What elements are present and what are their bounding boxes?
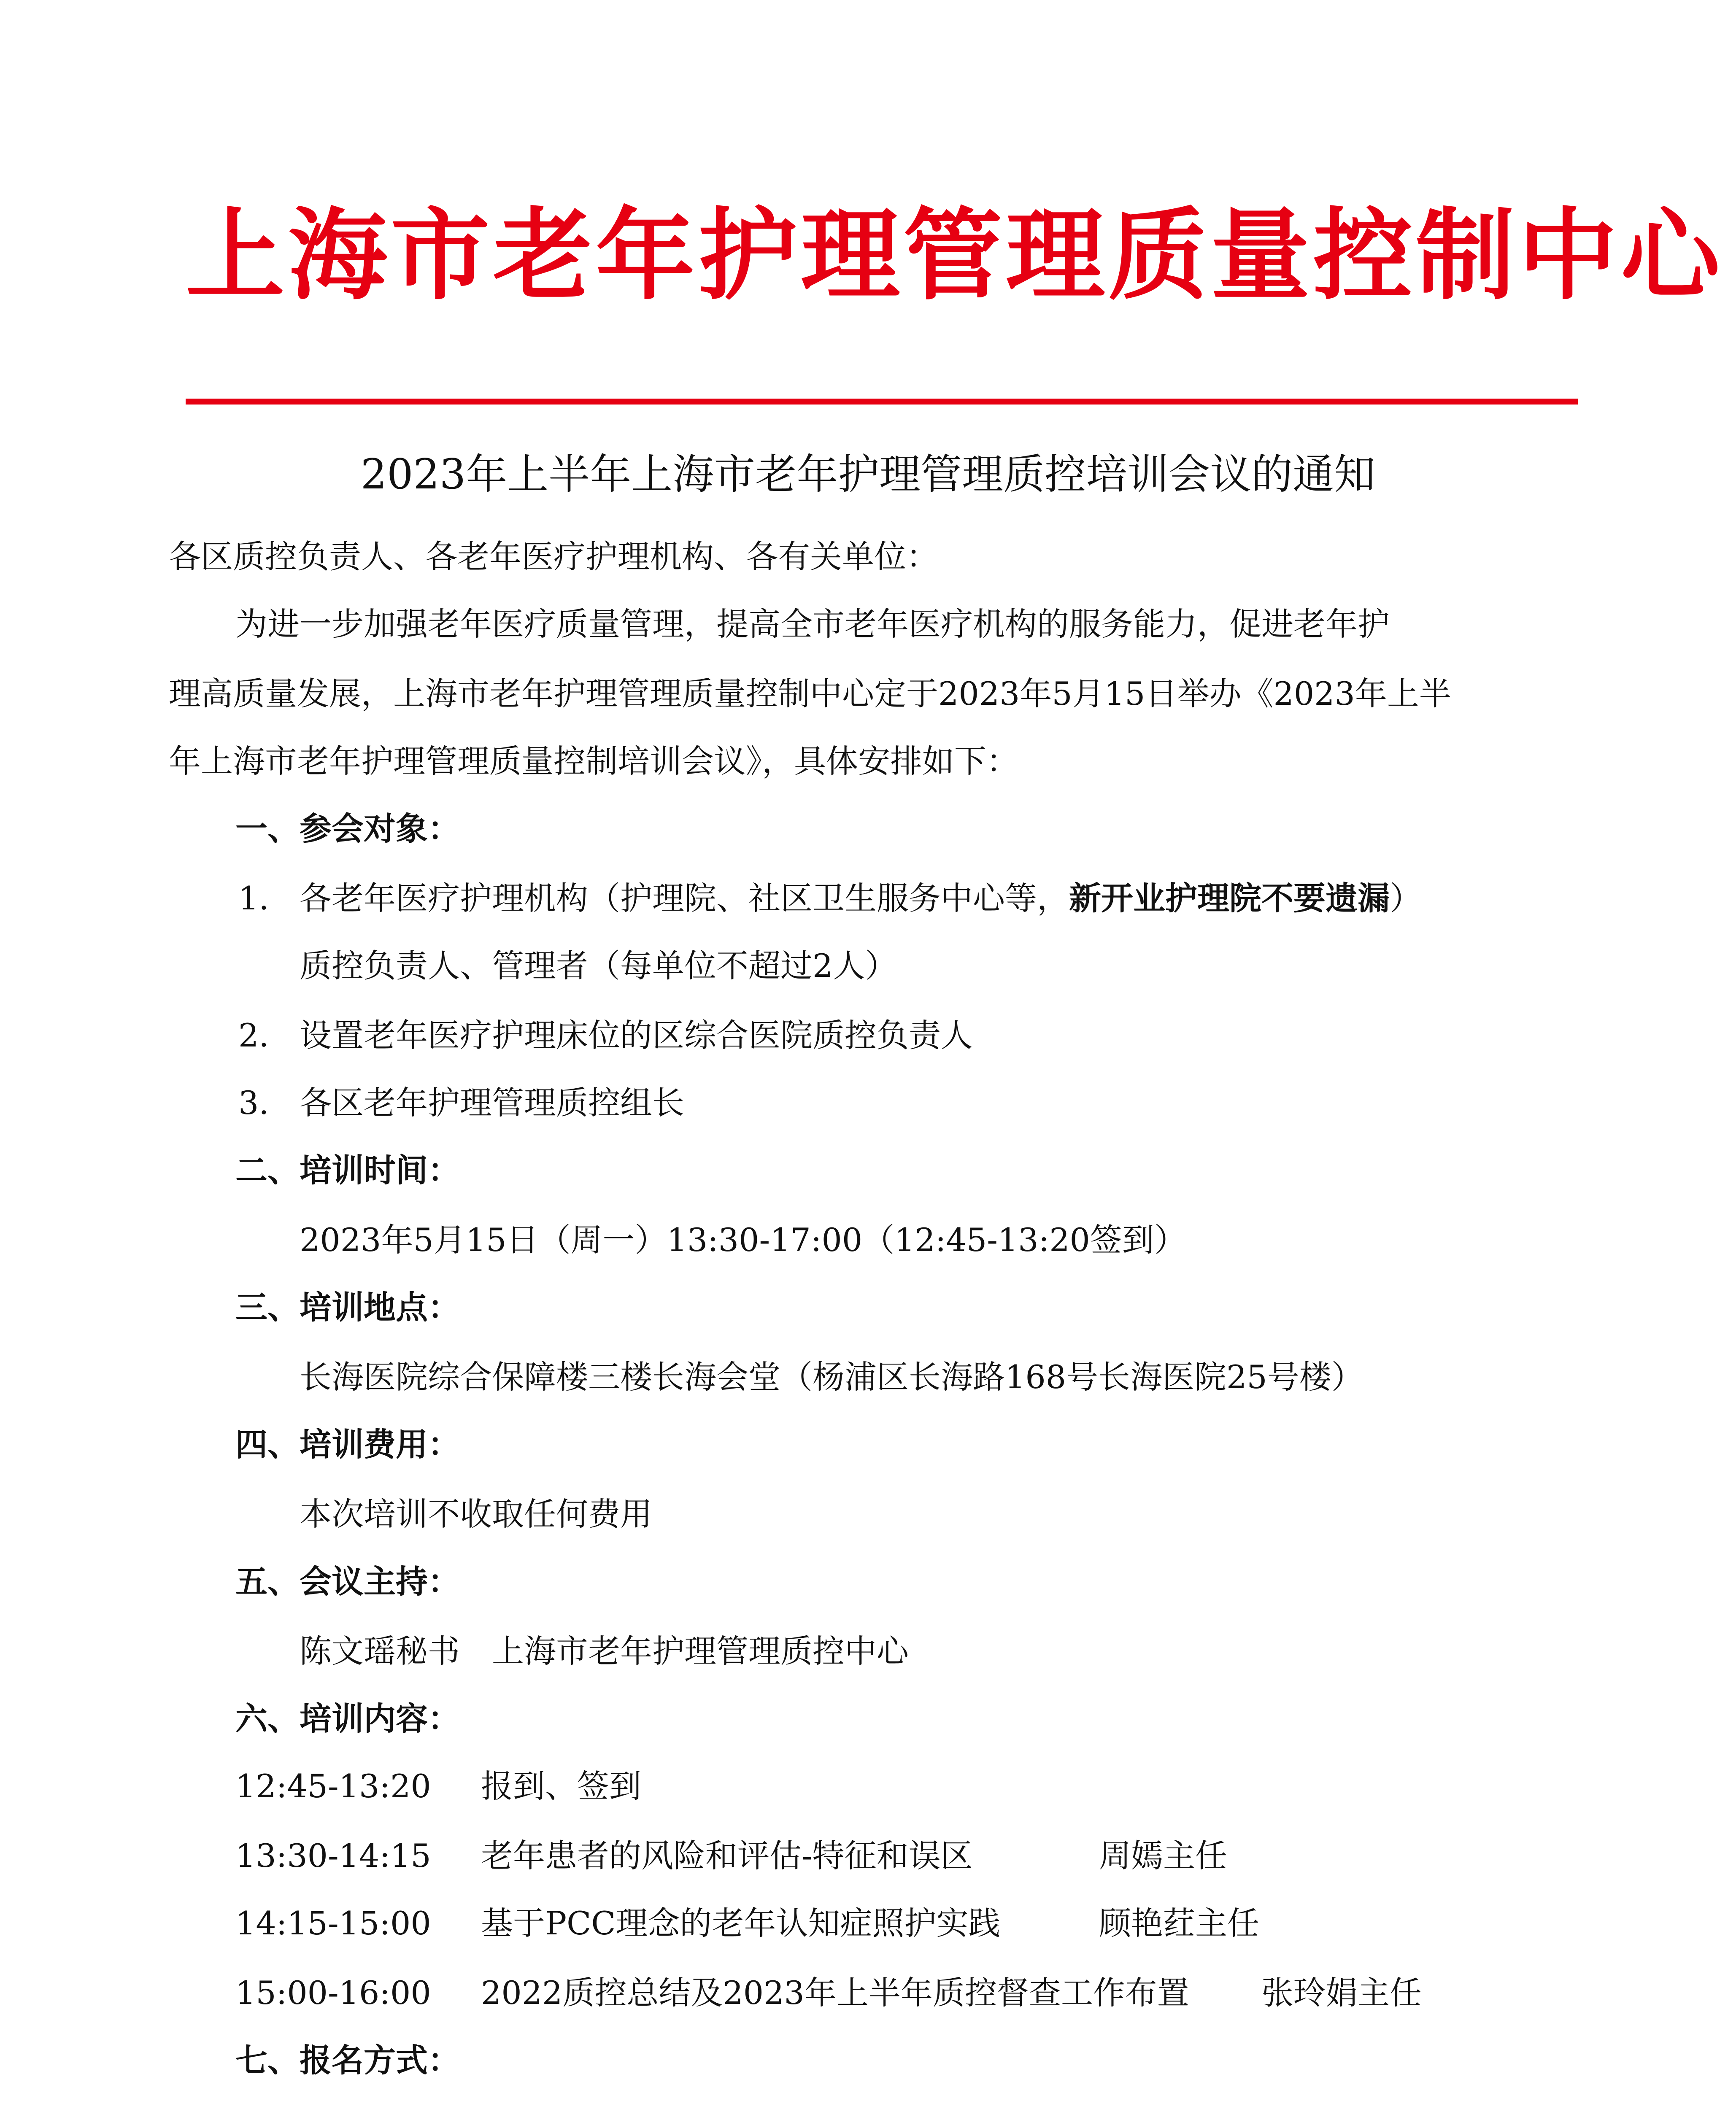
attendee-item-1: [238, 875, 1422, 922]
item-text: 各老年医疗护理机构（护理院、社区卫生服务中心等，: [300, 879, 1069, 917]
schedule-speaker: 周嫣主任: [1099, 1837, 1227, 1874]
item-emphasis: 新开业护理院不要遗漏: [1069, 879, 1390, 917]
item-number: 3.: [238, 1084, 269, 1122]
salutation: 各区质控负责人、各老年医疗护理机构、各有关单位：: [169, 538, 938, 575]
item-number: 1.: [238, 879, 269, 917]
section-heading-attendees: 一、参会对象：: [235, 810, 460, 847]
item-text: 设置老年医疗护理床位的区综合医院质控负责人: [300, 1017, 973, 1054]
schedule-time: 15:00-16:00: [235, 1974, 431, 2012]
schedule-speaker: 顾艳荭主任: [1099, 1904, 1259, 1942]
schedule-speaker: 张玲娟主任: [1261, 1974, 1422, 2012]
schedule-time: 12:45-13:20: [235, 1767, 431, 1805]
schedule-topic: 基于PCC理念的老年认知症照护实践: [481, 1904, 1001, 1942]
intro-line-2: 理高质量发展，上海市老年护理管理质量控制中心定于2023年5月15日举办《2023年上半: [169, 675, 1451, 712]
schedule-time: 14:15-15:00: [235, 1904, 431, 1942]
item-number: 2.: [238, 1017, 269, 1054]
item-text: 各区老年护理管理质控组长: [300, 1084, 684, 1122]
schedule-time: 13:30-14:15: [235, 1837, 431, 1874]
training-time: 2023年5月15日（周一）13:30-17:00（12:45-13:20签到）: [300, 1221, 1186, 1259]
section-heading-time: 二、培训时间：: [235, 1152, 460, 1189]
schedule-topic: 报到、签到: [481, 1767, 641, 1805]
item-text-end: ）: [1390, 879, 1422, 917]
signup-instructions: [300, 2107, 1377, 2109]
schedule-topic: 2022质控总结及2023年上半年质控督查工作布置: [481, 1974, 1189, 2012]
document-title: 2023年上半年上海市老年护理管理质控培训会议的通知: [360, 450, 1376, 499]
meeting-host: 陈文瑶秘书 上海市老年护理管理质控中心: [300, 1632, 909, 1670]
section-heading-place: 三、培训地点：: [235, 1289, 460, 1326]
section-heading-signup: 七、报名方式：: [235, 2042, 460, 2079]
attendee-item-1-continued: 质控负责人、管理者（每单位不超过2人）: [300, 947, 897, 984]
red-divider: [186, 399, 1578, 405]
section-heading-content: 六、培训内容：: [235, 1700, 460, 1737]
training-fee: 本次培训不收取任何费用: [300, 1495, 652, 1533]
attendee-item-3: [238, 1080, 684, 1126]
section-heading-host: 五、会议主持：: [235, 1563, 460, 1600]
intro-line-3: 年上海市老年护理管理质量控制培训会议》，具体安排如下：: [169, 742, 1018, 780]
intro-line-1: 为进一步加强老年医疗质量管理，提高全市老年医疗机构的服务能力，促进老年护: [235, 605, 1390, 643]
masthead-title: 上海市老年护理管理质量控制中心: [186, 197, 1723, 313]
training-place: 长海医院综合保障楼三楼长海会堂（杨浦区长海路168号长海医院25号楼）: [300, 1358, 1363, 1396]
attendee-item-2: [238, 1012, 973, 1059]
section-heading-fee: 四、培训费用：: [235, 1426, 460, 1463]
schedule-topic: 老年患者的风险和评估-特征和误区: [481, 1837, 973, 1874]
